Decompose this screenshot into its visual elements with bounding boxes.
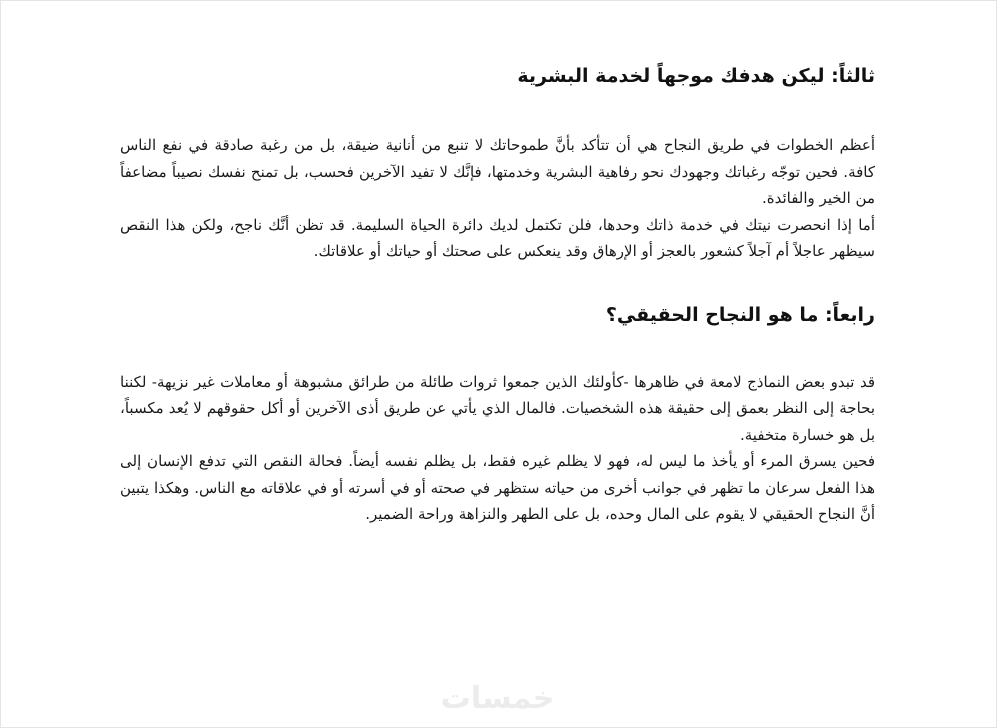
section-heading-fourth: رابعاً: ما هو النجاح الحقيقي؟	[605, 303, 875, 326]
khamsat-watermark-logo	[430, 678, 565, 718]
section-heading-third: ثالثاً: ليكن هدفك موجهاً لخدمة البشرية	[517, 65, 875, 87]
paragraph-fourth-2: فحين يسرق المرء أو يأخذ ما ليس له، فهو لا يظلم غيره فقط، بل يظلم نفسه أيضاً. فحالة النقص التي تدفع الإنسان إلى هذا الفعل سرعان ما تظهر في جوانب أخرى من حياته ستظهر في صحته أو في أسرته أو في علاقاته مع الناس. وهكذا يتبين أنَّ النجاح الحقيقي لا يقوم على المال وحده، بل على الطهر والنزاهة وراحة الضمير.	[120, 452, 875, 523]
watermark-text: خمسات	[440, 680, 555, 716]
document-body	[120, 58, 875, 528]
paragraph-fourth-1: قد تبدو بعض النماذج لامعة في ظاهرها -كأولئك الذين جمعوا ثروات طائلة من طرائق مشبوهة أو معاملات غير نزيهة- لكننا بحاجة إلى النظر بعمق إلى حقيقة هذه الشخصيات. فالمال الذي يأتي عن طريق أذى الآخرين أو أكل حقوقهم لا يُعد مكسباً، بل هو خسارة متخفية.	[120, 372, 875, 444]
paragraph-third-2: أما إذا انحصرت نيتك في خدمة ذاتك وحدها، فلن تكتمل لديك دائرة الحياة السليمة. قد تظن أنَّك ناجح، ولكن هذا النقص سيظهر عاجلاً أم آجلاً كشعور بالعجز أو الإرهاق وقد ينعكس على صحتك أو حياتك أو علاقاتك.	[120, 215, 875, 260]
paragraph-third-1: أعظم الخطوات في طريق النجاح هي أن تتأكد بأنَّ طموحاتك لا تنبع من أنانية ضيقة، بل من رغبة صادقة في نفع الناس كافة. فحين توجّه رغباتك وجهودك نحو رفاهية البشرية وخدمتها، فإنَّك لا تفيد الآخرين فحسب، بل تمنح نفسك نصيباً مضاعفاً من الخير والفائدة.	[120, 136, 875, 207]
